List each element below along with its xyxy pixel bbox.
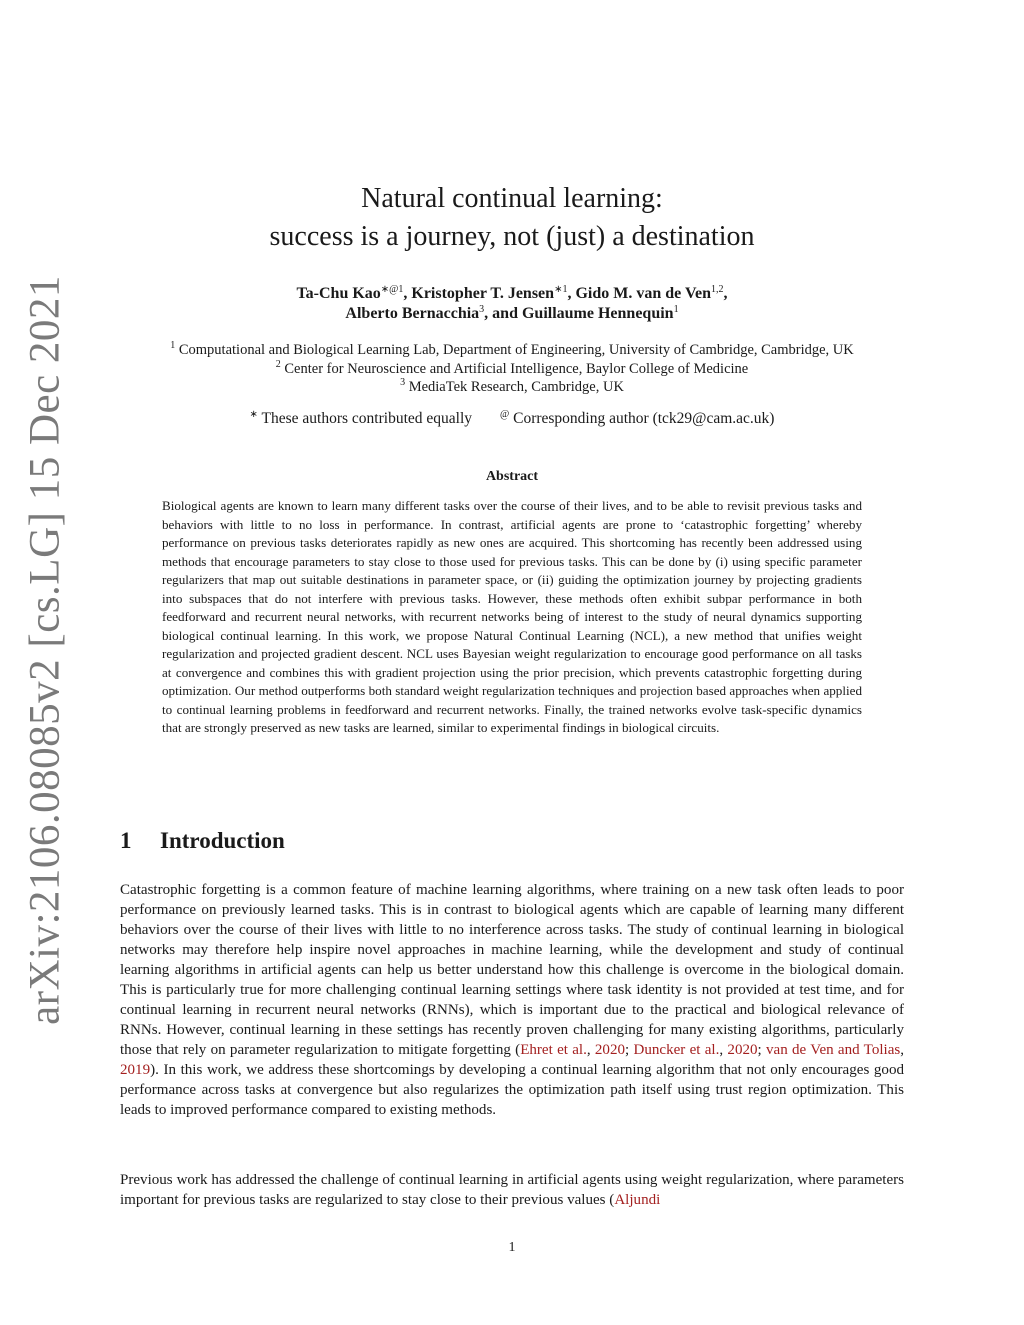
author-name: Alberto Bernacchia	[345, 305, 480, 322]
affiliation-mark: 2	[275, 358, 281, 370]
corresponding-author-note: Corresponding author (tck29@cam.ac.uk)	[513, 410, 775, 427]
author-name: Ta-Chu Kao	[296, 285, 381, 302]
author-affiliation-mark: ∗1	[554, 284, 568, 295]
abstract-text: Biological agents are known to learn many different tasks over the course of their lives, and to be able to revisit previous tasks and behaviors with little to no loss in performance. In contrast, artificial agents are prone to ‘catastrophic forgetting’ whereby performance on previous tasks deteriorates rapidly as new ones are acquired. This shortcoming has recently been addressed using methods that encourage parameters to stay close to those used for previous tasks. This can be done by (i) using specific parameter regularizers that map out suitable destinations in parameter space, or (ii) guiding the optimization journey by projecting gradients into subspaces that do not interfere with previous tasks. However, these methods often exhibit subpar performance in both feedforward and recurrent neural networks, with recurrent networks being of interest to the study of neural dynamics supporting biological continual learning. In this work, we propose Natural Continual Learning (NCL), a new method that unifies weight regularization and projected gradient descent. NCL uses Bayesian weight regularization to encourage good performance on all tasks at convergence and combines this with gradient projection using the prior precision, which prevents catastrophic forgetting during optimization. Our method outperforms both standard weight regularization techniques and projection based approaches when applied to continual learning problems in feedforward and recurrent networks. Finally, the trained networks evolve task-specific dynamics that are strongly preserved as new tasks are learned, similar to experimental findings in biological circuits.	[162, 498, 862, 735]
author-affiliation-mark: ∗@1	[380, 284, 404, 295]
intro-paragraph-1	[120, 880, 904, 1120]
author-affiliation-mark: 3	[479, 304, 485, 315]
section-number: 1	[120, 828, 132, 853]
affiliation-item	[0, 360, 1024, 379]
citation-separator: ,	[900, 1042, 905, 1058]
affiliation-list	[0, 341, 1024, 397]
author-notes	[0, 409, 1024, 429]
corresponding-author-mark: @	[500, 409, 510, 420]
arxiv-identifier-stamp: arXiv:2106.08085v2 [cs.LG] 15 Dec 2021	[21, 275, 69, 1025]
section-title: Introduction	[160, 828, 285, 853]
author-line-1: Ta-Chu Kao$^{∗@1}$, Kristopher T. Jensen$^{∗1}$, Gido M. van de Ven$^{1,2}$,	[296, 284, 728, 302]
affiliation-text: Computational and Biological Learning Lab, Department of Engineering, University of Cambridge, Cambridge, UK	[178, 342, 854, 358]
citation-year-link-van-de-ven[interactable]: 2019	[120, 1062, 151, 1078]
title-line-1: Natural continual learning:	[361, 183, 663, 214]
paragraph-text: Previous work has addressed the challenge of continual learning in artificial agents using weight regularization, where parameters important for previous tasks are regularized to stay close to their previous values (	[120, 1172, 904, 1208]
citation-year-link-duncker[interactable]: 2020	[727, 1042, 758, 1058]
citation-separator: ,	[586, 1042, 595, 1058]
title-line-2: success is a journey, not (just) a destination	[269, 221, 755, 252]
author-name: Gido M. van de Ven	[575, 285, 712, 302]
paper-title	[0, 180, 1024, 256]
citation-link-ehret[interactable]: Ehret et al.	[520, 1042, 587, 1058]
author-list	[0, 284, 1024, 324]
affiliation-item	[0, 341, 1024, 360]
section-heading-introduction	[120, 826, 285, 856]
citation-year-link-ehret[interactable]: 2020	[594, 1042, 625, 1058]
equal-contribution-mark: ∗	[249, 409, 258, 420]
paragraph-text: Catastrophic forgetting is a common feature of machine learning algorithms, where training on a new task often leads to poor performance on previously learned tasks. This is in contrast to biological agents which are capable of learning many different behaviors over the course of their lives with little to no interference across tasks. The study of continual learning in biological networks may therefore help inspire novel approaches in machine learning, while the development and study of continual learning algorithms in artificial agents can help us better understand how this challenge is overcome in the biological domain. This is particularly true for more challenging continual learning settings where task identity is not provided at test time, and for continual learning in recurrent neural networks (RNNs), which is important due to the practical and biological relevance of RNNs. However, continual learning in these settings has recently proven challenging for many existing algorithms, particularly those that rely on parameter regularization to mitigate forgetting (	[120, 882, 904, 1058]
affiliation-text: MediaTek Research, Cambridge, UK	[408, 379, 624, 395]
author-line-2: Alberto Bernacchia$^3$, and Guillaume Hennequin$^1$	[345, 304, 679, 322]
author-name: Kristopher T. Jensen	[411, 285, 555, 302]
page-number: 1	[508, 1240, 516, 1255]
intro-paragraph-2	[120, 1170, 904, 1210]
equal-contribution-note: These authors contributed equally	[261, 410, 473, 427]
citation-separator: ,	[719, 1042, 728, 1058]
affiliation-mark: 3	[400, 377, 406, 388]
citation-separator: ;	[625, 1042, 634, 1058]
citation-link-van-de-ven[interactable]: van de Ven and Tolias	[766, 1042, 901, 1058]
affiliation-item	[0, 378, 1024, 397]
author-name: and Guillaume Hennequin	[492, 305, 674, 322]
citation-link-aljundi[interactable]: Aljundi	[614, 1192, 661, 1208]
abstract-heading: Abstract	[485, 469, 539, 484]
author-affiliation-mark: 1	[673, 304, 679, 315]
citation-link-duncker[interactable]: Duncker et al.	[633, 1042, 720, 1058]
affiliation-text: Center for Neuroscience and Artificial Intelligence, Baylor College of Medicine	[284, 360, 749, 377]
paragraph-text: ). In this work, we address these shortcomings by developing a continual learning algorithm that not only encourages good performance across tasks at convergence but also regularizes the optimization path itself using trust region optimization. This leads to improved performance compared to existing methods.	[120, 1062, 904, 1118]
author-affiliation-mark: 1,2	[711, 284, 724, 295]
affiliation-mark: 1	[170, 340, 176, 351]
citation-separator: ;	[757, 1042, 766, 1058]
